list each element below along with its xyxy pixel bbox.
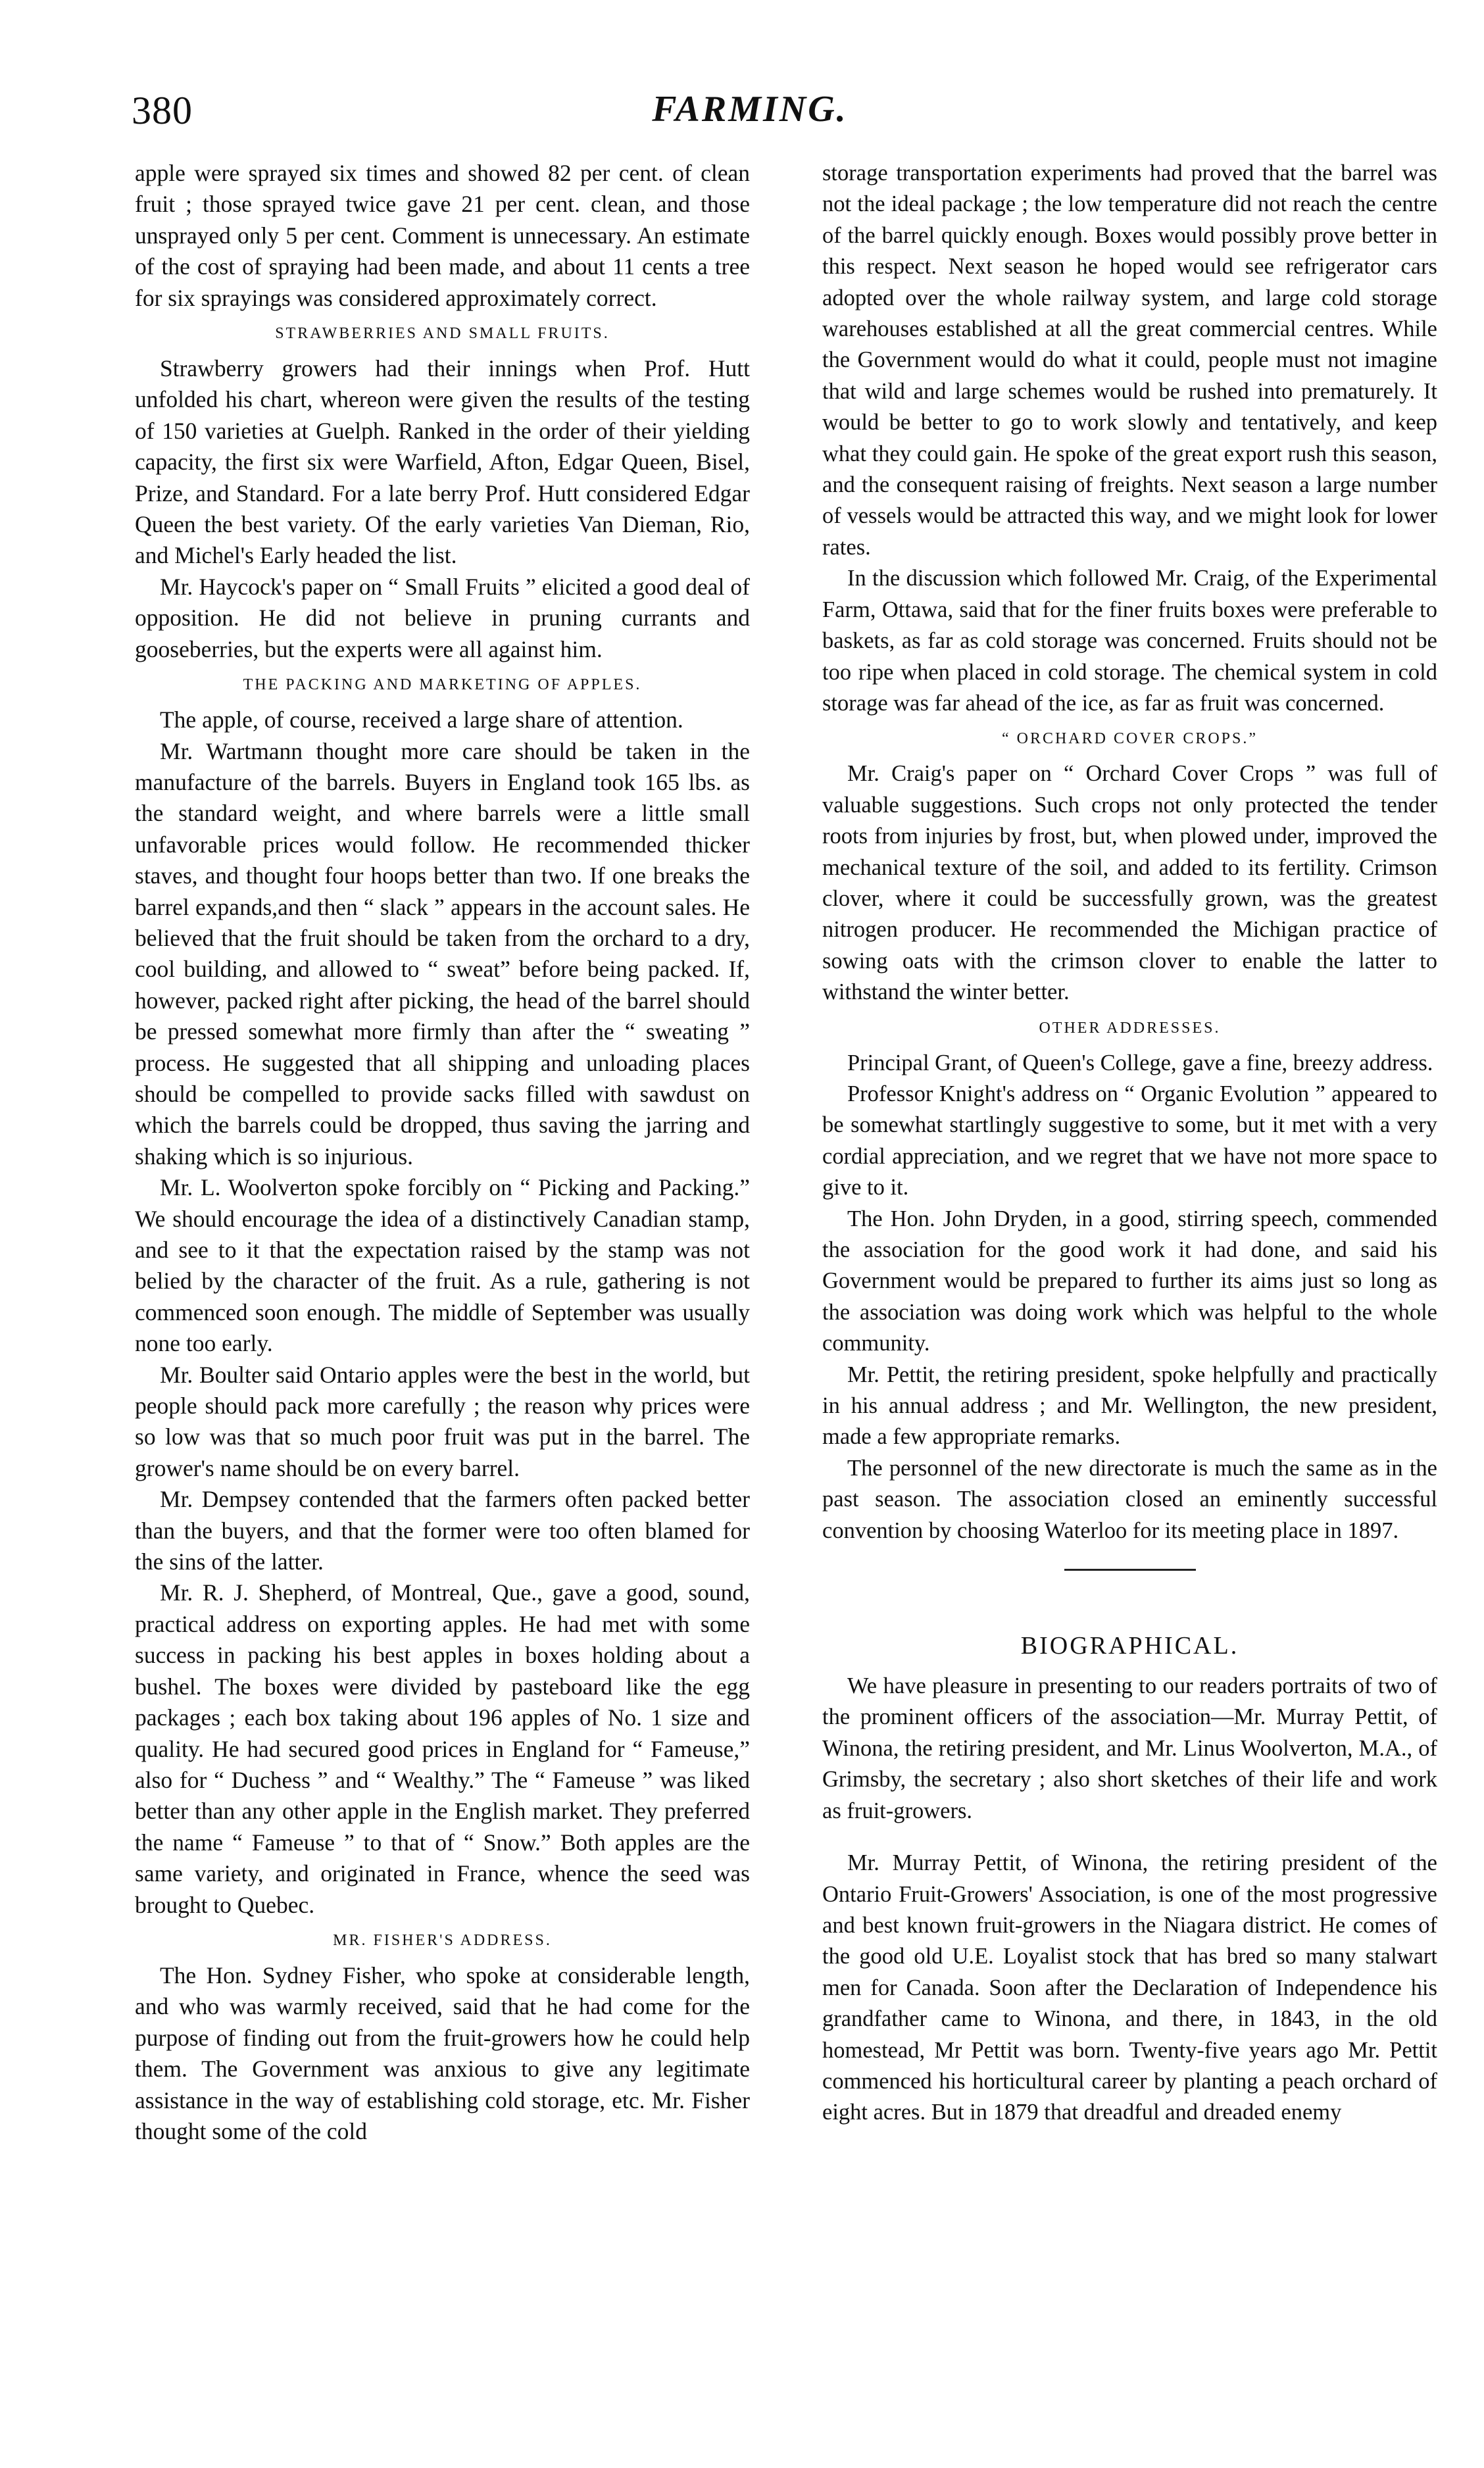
section-heading-cover-crops: “ ORCHARD COVER CROPS.”: [1001, 730, 1258, 748]
paragraph: The Hon. John Dryden, in a good, stirring speech, commended the association for the good work it had done, and said his Government would be prepared to further its aims just so long as the association was doing work which was helpful to the whole community.: [822, 1206, 1437, 1356]
section-heading-biographical: BIOGRAPHICAL.: [1020, 1632, 1239, 1660]
paragraph-gap: [822, 1827, 1437, 1848]
paragraph: Professor Knight's address on “ Organic Evolution ” appeared to be somewhat startlingly suggestive to some, but it met with a very cordial appreciation, and we regret that we have not more space to give to it.: [822, 1081, 1437, 1200]
section-heading-strawberries: STRAWBERRIES AND SMALL FRUITS.: [275, 325, 610, 343]
section-heading-fisher: MR. FISHER'S ADDRESS.: [333, 1931, 552, 1949]
paragraph: apple were sprayed six times and showed 82 per cent. of clean fruit ; those sprayed twice gave 21 per cent. clean, and those unsprayed only 5 per cent. Comment is unnecessary. An estimate of the cost of spraying had been made, and about 11 cents a tree for six sprayings was considered approximately correct.: [135, 160, 750, 311]
paragraph: storage transportation experiments had proved that the barrel was not the ideal package ; the low temperature did not reach the centre of the barrel quickly enough. Boxes would possibly prove better in this respect. Next season he hoped would see refrigerator cars adopted over the whole railway system, and large cold storage warehouses established at all the great commercial centres. While the Government would do what it could, people must not imagine that wild and large schemes would be rushed into prematurely. It would be better to go to work slowly and tentatively, and keep what they could gain. He spoke of the great export rush this season, and the consequent raising of freights. Next season a large number of vessels would be attracted this way, and we might look for lower rates.: [822, 160, 1437, 560]
running-title: FARMING.: [652, 89, 848, 130]
paragraph: In the discussion which followed Mr. Craig, of the Experimental Farm, Ottawa, said that for the finer fruits boxes were preferable to baskets, as far as cold storage was concerned. Fruits should not be too ripe when placed in cold storage. The chemical system in cold storage was far ahead of the ice, as far as fruit was concerned.: [822, 566, 1437, 716]
paragraph: Mr. Haycock's paper on “ Small Fruits ” elicited a good deal of opposition. He did not believe in pruning currants and gooseberries, but the experts were all against him.: [135, 573, 750, 662]
paragraph: Strawberry growers had their innings when Prof. Hutt unfolded his chart, whereon were given the results of the testing of 150 varieties at Guelph. Ranked in the order of their yielding capacity, the first six were Warfield, Afton, Edgar Queen, Bisel, Prize, and Standard. For a late berry Prof. Hutt considered Edgar Queen the best variety. Of the early varieties Van Dieman, Rio, and Michel's Early headed the list.: [135, 355, 750, 569]
paragraph: Mr. R. J. Shepherd, of Montreal, Que., gave a good, sound, practical address on exporting apples. He had met with some success in packing his best apples in boxes holding about a bushel. The boxes were divided by pasteboard like the egg packages ; each box taking about 196 apples of No. 1 size and quality. He had secured good prices in England for “ Fameuse,” also for “ Duchess ” and “ Wealthy.” The “ Fameuse ” was liked better than any other apple in the English market. They preferred the name “ Fameuse ” to that of “ Snow.” Both apples are the same variety, and originated in France, whence the seed was brought to Quebec.: [135, 1579, 750, 1918]
paragraph: Mr. Murray Pettit, of Winona, the retiring president of the Ontario Fruit-Growers' Association, is one of the most progressive and best known fruit-growers in the Niagara district. He comes of the good old U.E. Loyalist stock that has bred so many stalwart men for Canada. Soon after the Declaration of Independence his grandfather came to Winona, and there, in 1843, in the old homestead, Mr Pettit was born. Twenty-five years ago Mr. Pettit commenced his horticultural career by planting a peach orchard of eight acres. But in 1879 that dreadful and dreaded enemy: [822, 1850, 1437, 2125]
paragraph: Mr. L. Woolverton spoke forcibly on “ Picking and Packing.” We should encourage the idea of a distinctively Canadian stamp, and see to it that the expectation raised by the stamp was not belied by the character of the fruit. As a rule, gathering is not commenced soon enough. The middle of September was usually none too early.: [135, 1174, 750, 1357]
section-heading-packing: THE PACKING AND MARKETING OF APPLES.: [243, 676, 642, 694]
paragraph: The apple, of course, received a large share of attention.: [160, 706, 683, 733]
paragraph: Mr. Dempsey contended that the farmers often packed better than the buyers, and that the former were too often blamed for the sins of the latter.: [135, 1486, 750, 1575]
section-divider: [1064, 1569, 1196, 1571]
paragraph: Mr. Craig's paper on “ Orchard Cover Crops ” was full of valuable suggestions. Such crops not only protected the tender roots from injuries by frost, but, when plowed under, improved the mechanical texture of the soil, and added to its fertility. Crimson clover, where it could be successfully grown, was the greatest nitrogen producer. He recommended the Michigan practice of sowing oats with the crimson clover to enable the latter to withstand the winter better.: [822, 761, 1437, 1005]
paragraph: We have pleasure in presenting to our readers portraits of two of the prominent officers of the association—Mr. Murray Pettit, of Winona, the retiring president, and Mr. Linus Woolverton, M.A., of Grimsby, the secretary ; also short sketches of their life and work as fruit-growers.: [822, 1673, 1437, 1823]
page-header: [132, 79, 1368, 145]
right-column: [822, 158, 1437, 2129]
paragraph: Principal Grant, of Queen's College, gave a fine, breezy address.: [847, 1050, 1433, 1075]
paragraph: Mr. Wartmann thought more care should be taken in the manufacture of the barrels. Buyers in England took 165 lbs. as the standard weight, and where barrels were a little small unfavorable prices would follow. He recommended thicker staves, and thought four hoops better than two. If one breaks the barrel expands,and then “ slack ” appears in the account sales. He believed that the fruit should be taken from the orchard to a dry, cool building, and allowed to “ sweat” before being packed. If, however, packed right after picking, the head of the barrel should be pressed somewhat more firmly than after the “ sweating ” process. He suggested that all shipping and unloading places should be compelled to provide sacks filled with sawdust on which the barrels could be dropped, thus saving the jarring and shaking which is so injurious.: [135, 737, 750, 1170]
section-heading-other-addresses: OTHER ADDRESSES.: [1039, 1019, 1221, 1037]
paragraph: Mr. Boulter said Ontario apples were the best in the world, but people should pack more carefully ; the reason why prices were so low was that so much poor fruit was put in the barrel. The grower's name should be on every barrel.: [135, 1361, 750, 1481]
paragraph: Mr. Pettit, the retiring president, spoke helpfully and practically in his annual address ; and Mr. Wellington, the new president, made a few appropriate remarks.: [822, 1362, 1437, 1450]
paragraph: The Hon. Sydney Fisher, who spoke at considerable length, and who was warmly received, said that he had come for the purpose of finding out from the fruit-growers how he could help them. The Government was anxious to give any legitimate assistance in the way of establishing cold storage, etc. Mr. Fisher thought some of the cold: [135, 1962, 750, 2144]
page-number: 380: [132, 89, 193, 132]
paragraph: The personnel of the new directorate is much the same as in the past season. The association closed an eminently successful convention by choosing Waterloo for its meeting place in 1897.: [822, 1455, 1437, 1543]
left-column: [135, 158, 750, 2147]
